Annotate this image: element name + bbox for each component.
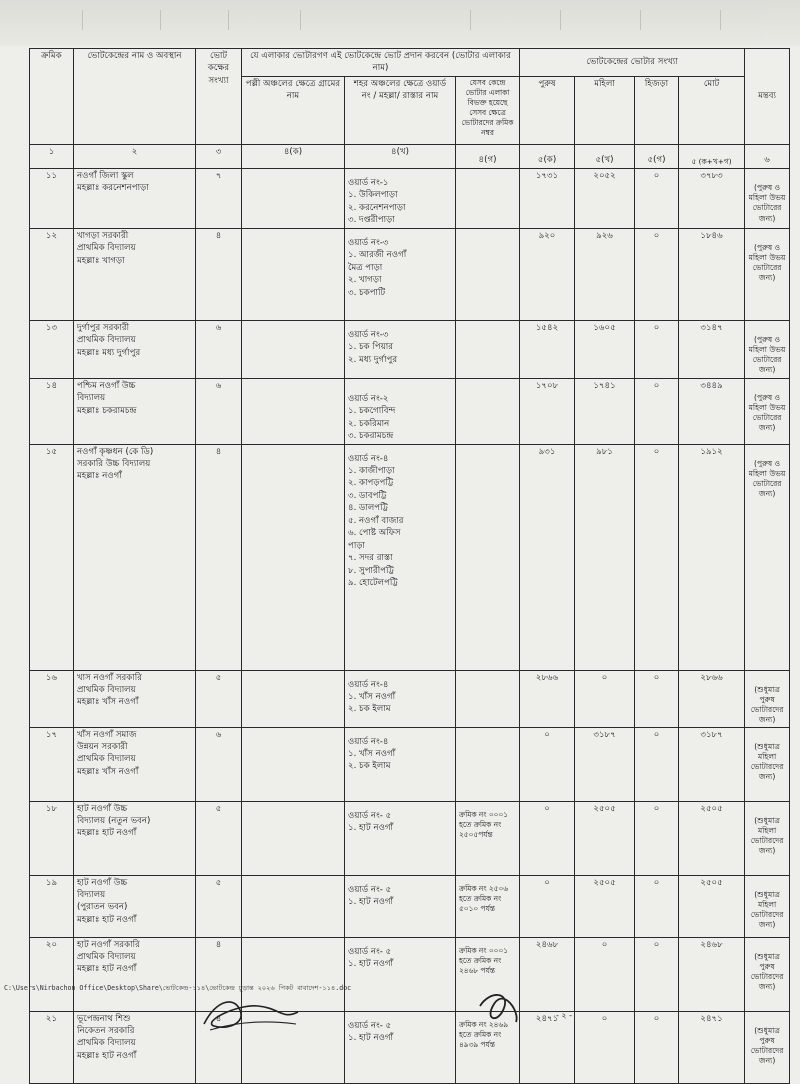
area-line: পাড়া [348,540,365,551]
urban-area-cell [345,727,456,801]
area-line: ১. উকিলপাড়া [348,190,398,201]
signature-left [196,990,306,1036]
remark-cell: (শুধুমাত্র পুরুষ ভোটারদের জন্য) [745,1011,790,1083]
split-cell: ক্রমিক নং ০০০১ হতে ক্রমিক নং ২৫০৫পর্যন্ত [456,801,520,875]
table-row [30,444,790,670]
center-cell [74,320,196,378]
rural-cell [242,444,345,670]
center-line: হাট নওগাঁ উচ্চ [77,877,128,888]
center-line: প্রাথমিক বিদ্যালয় [77,951,136,962]
serial-cell: ১৫ [30,444,74,670]
third-cell: ০ [635,727,679,801]
serial-cell: ১২ [30,228,74,320]
colnum: ৩ [196,144,242,168]
area-line: ওয়ার্ড নং-১ [348,177,389,188]
center-line: বিদ্যালয় [77,889,106,900]
total-cell: ২৫০৫ [679,801,745,875]
total-cell: ৩৪৪৯ [679,378,745,444]
colnum: ৬ [745,144,790,168]
center-cell [74,444,196,670]
third-cell: ০ [635,801,679,875]
area-line: ১. হাট নওগাঁ [348,896,394,907]
remark-cell: (পুরুষ ও মহিলা উভয় ভোটারের জন্য) [745,320,790,378]
split-cell: ক্রমিক নং ২৪৬৯ হতে ক্রমিক নং ৪৯৩৯ পর্যন্ত [456,1011,520,1083]
urban-area-cell [345,444,456,670]
total-cell: ১৮৪৬ [679,228,745,320]
table-row [30,801,790,875]
serial-cell: ১৬ [30,670,74,727]
rooms-cell: ৭ [196,168,242,228]
header-center: ভোটকেন্দ্রের নাম ও অবস্থান [74,49,196,145]
signature-right [470,986,530,1030]
area-line: ওয়ার্ড নং-৩ [348,237,389,248]
center-line: প্রাথমিক বিদ্যালয় [77,243,136,254]
area-line: ৬. পোষ্ট অফিস [348,528,401,539]
table-row [30,378,790,444]
split-cell [456,320,520,378]
area-line: ৪. ডালপট্টি [348,503,388,514]
area-line: ৩. চকরামচন্দ্র [348,431,394,442]
total-cell: ৩১৪৭ [679,320,745,378]
area-line: ১. চকগোবিন্দ [348,406,396,417]
center-line: মহল্লাঃ নওগাঁ [77,471,122,482]
rural-cell [242,727,345,801]
area-line: ৫. নওগাঁ বাজার [348,515,404,526]
total-cell: ৩১৮৭ [679,727,745,801]
male-cell: ০ [520,727,575,801]
rural-cell [242,320,345,378]
male-cell: ১৭০৮ [520,378,575,444]
area-line: ৮. সুপারীপট্টি [348,565,394,576]
center-line: নওগাঁ কৃষ্ণধন (কে ডি) [77,446,154,457]
split-cell [456,378,520,444]
third-cell: ০ [635,228,679,320]
rooms-cell: ৬ [196,727,242,801]
area-line: ১. হাট নওগাঁ [348,822,394,833]
rooms-cell: ৪ [196,937,242,1011]
male-cell: ২৪৭১ [520,1011,575,1083]
area-line: ১. আরজী নওগাঁ [348,250,407,261]
center-line: হাট নওগাঁ উচ্চ [77,803,128,814]
male-cell: ২৪৬৮ [520,937,575,1011]
rural-cell [242,801,345,875]
colnum: ৫(ক) [520,144,575,168]
female-cell: ২৫০৫ [575,875,635,937]
remark-cell: (পুরুষ ও মহিলা উভয় ভোটারের জন্য) [745,378,790,444]
rooms-cell: ৫ [196,801,242,875]
female-cell: ০ [575,937,635,1011]
male-cell: ৯৩১ [520,444,575,670]
rural-cell [242,228,345,320]
male-cell: ১৫৪২ [520,320,575,378]
rooms-cell: ৪ [196,444,242,670]
center-line: মহল্লাঃ খাগড়া [77,255,125,266]
center-line: মহল্লাঃ খাঁস নওগাঁ [77,766,139,777]
female-cell: ০ [575,1011,635,1083]
urban-area-cell [345,670,456,727]
center-line: সরকারি উচ্চ বিদ্যালয় [77,458,151,469]
urban-area-cell [345,875,456,937]
center-line: প্রাথমিক বিদ্যালয় [77,1038,136,1049]
area-line: ৩. চকপাটি [348,287,386,298]
female-cell: ৯২৬ [575,228,635,320]
center-line: মহল্লাঃ হাট নওগাঁ [77,964,137,975]
third-cell: ০ [635,875,679,937]
rooms-cell: ৫ [196,670,242,727]
split-cell [456,168,520,228]
table-row [30,320,790,378]
total-cell: ২৫০৫ [679,875,745,937]
rural-cell [242,168,345,228]
center-line: নওগাঁ জিলা স্কুল [77,170,134,181]
area-line: ওয়ার্ড নং-৪ [348,679,389,690]
center-line: খাগড়া সরকারী [77,230,129,241]
page-number: - ২ - [556,1011,573,1020]
center-cell [74,875,196,937]
area-line: ২. চক ইলাম [348,761,391,772]
area-line: ১. কাজীপাড়া [348,465,395,476]
center-line: মহল্লাঃ খাঁস নওগাঁ [77,697,139,708]
rooms-cell: ৪ [196,1011,242,1083]
header-female: মহিলা [575,76,635,144]
table-row [30,228,790,320]
third-cell: ০ [635,937,679,1011]
area-line: ওয়ার্ড নং- ৫ [348,884,392,895]
center-cell [74,801,196,875]
center-cell [74,670,196,727]
polling-centers-table [29,48,790,1084]
table-row [30,1011,790,1083]
center-line: মহল্লাঃ করনেশনপাড়া [77,183,149,194]
split-cell: ক্রমিক নং ০০০১ হতে ক্রমিক নং ২৪৬৮ পর্যন্ত [456,937,520,1011]
header-rural: পল্লী অঞ্চলের ক্ষেত্রে গ্রামের নাম [242,76,345,144]
center-line: প্রাথমিক বিদ্যালয় [77,335,136,346]
split-cell: ক্রমিক নং ২৫০৬ হতে ক্রমিক নং ৫০১০ পর্যন্ত [456,875,520,937]
area-line: ৯. হোটেলপট্টি [348,578,398,589]
center-line: মহল্লাঃ হাট নওগাঁ [77,914,137,925]
third-cell: ০ [635,378,679,444]
female-cell: ২০৫২ [575,168,635,228]
center-line: বিদ্যালয় [77,393,106,404]
center-line: নিকেতন সরকারি [77,1025,135,1036]
remark-cell: (শুধুমাত্র মহিলা ভোটারদের জন্য) [745,801,790,875]
center-line: পশ্চিম নওগাঁ উচ্চ [77,380,136,391]
remark-cell: (পুরুষ ও মহিলা উভয় ভোটারের জন্য) [745,228,790,320]
header-split: যেসব কেন্দ্রে ভোটার এলাকা বিভক্ত হয়েছে সেসব ক্ষেত্রে ভোটারদের ক্রমিক নম্বর [456,76,520,144]
male-cell: ১৭৩১ [520,168,575,228]
area-line: ১. হাট নওগাঁ [348,1032,394,1043]
total-cell: ২৪৬৮ [679,937,745,1011]
third-cell: ০ [635,1011,679,1083]
urban-area-cell [345,228,456,320]
remark-cell: (শুধুমাত্র মহিলা ভোটারদের জন্য) [745,875,790,937]
center-cell [74,727,196,801]
area-line: ওয়ার্ড নং-২ [348,393,389,404]
male-cell: ০ [520,875,575,937]
serial-cell: ১৪ [30,378,74,444]
center-line: মহল্লাঃ মধ্য দুর্গাপুর [77,347,141,358]
header-serial: ক্রমিক [30,49,74,145]
area-line: ২. মধ্য দুর্গাপুর [348,354,398,365]
split-cell [456,727,520,801]
female-cell: ৯৮১ [575,444,635,670]
area-line: ১. খাঁস নওগাঁ [348,691,396,702]
total-cell: ২৮৬৬ [679,670,745,727]
third-cell: ০ [635,320,679,378]
female-cell: ০ [575,670,635,727]
table-row [30,937,790,1011]
urban-area-cell [345,1011,456,1083]
center-line: বিদ্যালয় (নতুন ভবন) [77,815,151,826]
male-cell: ৯২০ [520,228,575,320]
total-cell: ২৪৭১ [679,1011,745,1083]
table-row [30,875,790,937]
header-voters-group: ভোটকেন্দ্রের ভোটার সংখ্যা [520,49,745,77]
center-cell [74,228,196,320]
center-line: খাঁস নওগাঁ সমাজ [77,729,137,740]
header-area-group: যে এলাকার ভোটারগণ এই ভোটকেন্দ্রে ভোট প্রদান করবেন (ভোটার এলাকার নাম) [242,49,520,77]
third-cell: ০ [635,670,679,727]
remark-cell: (পুরুষ ও মহিলা উভয় ভোটারের জন্য) [745,444,790,670]
area-line: মৈত্র পাড়া [348,262,383,273]
header-total: মোট [679,76,745,144]
header-urban: শহর অঞ্চলের ক্ষেত্রে ওয়ার্ড নং / মহল্লা/ রাস্তার নাম [345,76,456,144]
rural-cell [242,378,345,444]
column-number-row [30,144,790,168]
male-cell: ২৮৬৬ [520,670,575,727]
serial-cell: ১৩ [30,320,74,378]
rooms-cell: ৬ [196,320,242,378]
colnum: ৫(খ) [575,144,635,168]
center-line: প্রাথমিক বিদ্যালয় [77,684,136,695]
center-line: দুর্গাপুর সরকারী [77,322,130,333]
colnum: ১ [30,144,74,168]
area-line: ওয়ার্ড নং- ৫ [348,1020,392,1031]
table-row [30,670,790,727]
rural-cell [242,875,345,937]
center-line: মহল্লাঃ চকরামচন্দ্র [77,405,137,416]
area-line: ওয়ার্ড নং-৪ [348,736,389,747]
split-cell [456,670,520,727]
file-path-footer: C:\Users\Nirbachon Office\Desktop\Share\ভোটকেন্দ্র-১১৪\ভোটকেন্দ্র চূড়ান্ত ২০২৬ পিকট বাবাদেশ-১১৪.doc [4,984,352,992]
total-cell: ১৯১২ [679,444,745,670]
colnum: ৪(খ) [345,144,456,168]
area-line: ওয়ার্ড নং-৩ [348,329,389,340]
center-cell [74,378,196,444]
urban-area-cell [345,168,456,228]
female-cell: ১৬০৫ [575,320,635,378]
female-cell: ২৫০৫ [575,801,635,875]
serial-cell: ১১ [30,168,74,228]
center-line: মহল্লাঃ হাট নওগাঁ [77,1050,137,1061]
area-line: ১. হাট নওগাঁ [348,958,394,969]
header-rooms: ভোট কক্ষের সংখ্যা [196,49,242,145]
colnum: ৪(ক) [242,144,345,168]
area-line: ওয়ার্ড নং- ৫ [348,946,392,957]
center-line: প্রাথমিক বিদ্যালয় [77,754,136,765]
serial-cell: ১৮ [30,801,74,875]
rooms-cell: ৫ [196,875,242,937]
center-line: (পুরাতন ভবন) [77,902,128,913]
colnum: ৫ (ক+খ+গ) [679,144,745,168]
urban-area-cell [345,937,456,1011]
serial-cell: ১৯ [30,875,74,937]
center-line: খাস নওগাঁ সরকারি [77,672,142,683]
rural-cell [242,670,345,727]
remark-cell: (শুধুমাত্র পুরুষ ভোটারদের জন্য) [745,670,790,727]
center-line: উন্নয়ন সরকারী [77,741,128,752]
urban-area-cell [345,320,456,378]
female-cell: ৩১৮৭ [575,727,635,801]
header-third: হিজড়া [635,76,679,144]
scan-top-edge [0,0,800,46]
area-line: ২. করনেশনপাড়া [348,202,406,213]
area-line: ৩. ডাবপট্টি [348,490,387,501]
area-line: ১. খাঁস নওগাঁ [348,748,396,759]
table-row [30,168,790,228]
rooms-cell: ৬ [196,378,242,444]
total-cell: ৩৭৮৩ [679,168,745,228]
area-line: ২. চক ইলাম [348,704,391,715]
female-cell: ১৭৪১ [575,378,635,444]
center-line: হাট নওগাঁ সরকারি [77,939,140,950]
area-line: ২. চকরিমান [348,418,390,429]
male-cell: ০ [520,801,575,875]
third-cell: ০ [635,444,679,670]
center-line: ভূপেন্দ্রনাথ শিশু [77,1013,131,1024]
center-cell [74,1011,196,1083]
split-cell [456,444,520,670]
area-line: ৩. দপ্তরীপাড়া [348,215,395,226]
rooms-cell: ৪ [196,228,242,320]
remark-cell: (শুধুমাত্র পুরুষ ভোটারদের জন্য) [745,937,790,1011]
remark-cell: (শুধুমাত্র মহিলা ভোটারদের জন্য) [745,727,790,801]
colnum: ২ [74,144,196,168]
remark-cell: (পুরুষ ও মহিলা উভয় ভোটারের জন্য) [745,168,790,228]
third-cell: ০ [635,168,679,228]
serial-cell: ২১ [30,1011,74,1083]
area-line: ওয়ার্ড নং-৪ [348,453,389,464]
center-line: মহল্লাঃ হাট নওগাঁ [77,828,137,839]
center-cell [74,937,196,1011]
area-line: ৭. সদর রাস্তা [348,553,393,564]
serial-cell: ২০ [30,937,74,1011]
center-cell [74,168,196,228]
serial-cell: ১৭ [30,727,74,801]
urban-area-cell [345,801,456,875]
table-row [30,727,790,801]
area-line: ২. খাগড়া [348,275,382,286]
colnum: ৪(গ) [456,144,520,168]
area-line: ১. চক পিয়ার [348,342,393,353]
split-cell [456,228,520,320]
colnum: ৫(গ) [635,144,679,168]
header-remarks: মন্তব্য [745,49,790,145]
area-line: ২. কাপড়পট্টি [348,478,394,489]
header-male: পুরুষ [520,76,575,144]
urban-area-cell [345,378,456,444]
area-line: ওয়ার্ড নং- ৫ [348,810,392,821]
